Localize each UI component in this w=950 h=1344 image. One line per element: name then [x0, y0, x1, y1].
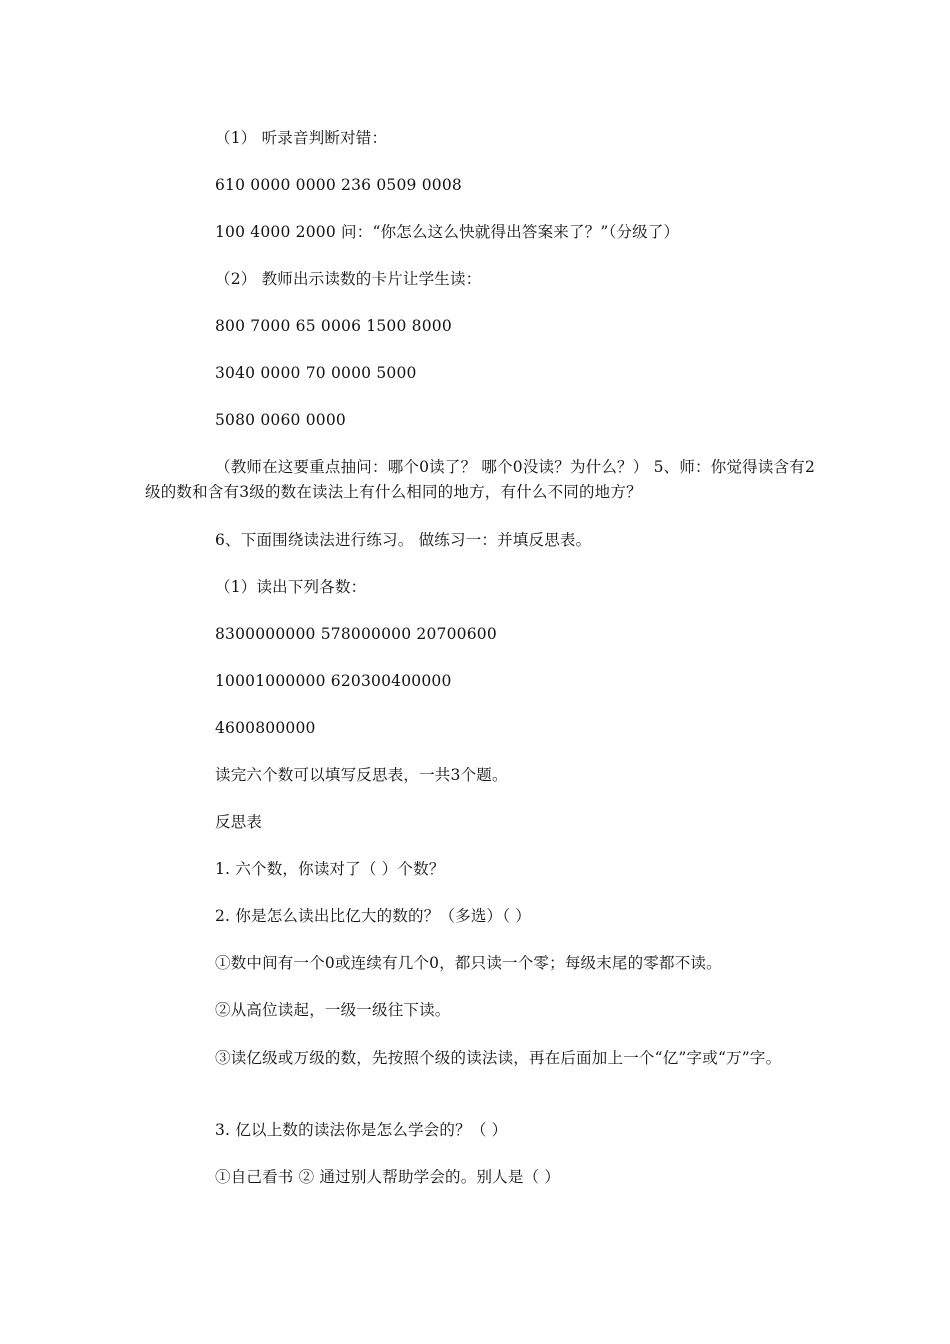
question-3: 3. 亿以上数的读法你是怎么学会的？（ ） — [215, 1121, 508, 1139]
text-line: （2） 教师出示读数的卡片让学生读： — [215, 270, 482, 288]
text-paragraph: （教师在这要重点抽问：哪个0读了？ 哪个0没读？为什么？） 5、师：你觉得读含有2级的数和含有3级的数在读法上有什么相同的地方，有什么不同的地方？ — [145, 458, 816, 501]
question-1: 1. 六个数，你读对了（ ）个数？ — [215, 860, 445, 878]
section-heading: 反思表 — [215, 813, 263, 831]
option-line: ①数中间有一个0或连续有几个0，都只读一个零；每级末尾的零都不读。 — [215, 954, 722, 972]
option-line: ①自己看书 ② 通过别人帮助学会的。别人是（ ） — [215, 1168, 561, 1186]
text-line: 100 4000 2000 问：“你怎么这么快就得出答案来了？”（分级了） — [215, 223, 680, 241]
text-line: （1） 听录音判断对错： — [215, 129, 388, 147]
text-line: （1）读出下列各数： — [215, 578, 367, 596]
option-paragraph: ③读亿级或万级的数，先按照个级的读法读，再在后面加上一个“亿”字或“万”字。 — [215, 1049, 782, 1067]
text-line: 3040 0000 70 0000 5000 — [215, 364, 417, 382]
text-line: 5080 0060 0000 — [215, 411, 346, 429]
text-line: 610 0000 0000 236 0509 0008 — [215, 176, 462, 194]
text-line: 4600800000 — [215, 719, 316, 737]
text-line: 10001000000 620300400000 — [215, 672, 452, 690]
question-2: 2. 你是怎么读出比亿大的数的？（多选）（ ） — [215, 907, 531, 925]
text-line: 6、下面围绕读法进行练习。 做练习一：并填反思表。 — [215, 531, 592, 549]
option-line: ②从高位读起，一级一级往下读。 — [215, 1001, 451, 1019]
text-line: 8300000000 578000000 20700600 — [215, 625, 497, 643]
text-line: 读完六个数可以填写反思表，一共3个题。 — [215, 766, 508, 784]
text-line: 800 7000 65 0006 1500 8000 — [215, 317, 452, 335]
